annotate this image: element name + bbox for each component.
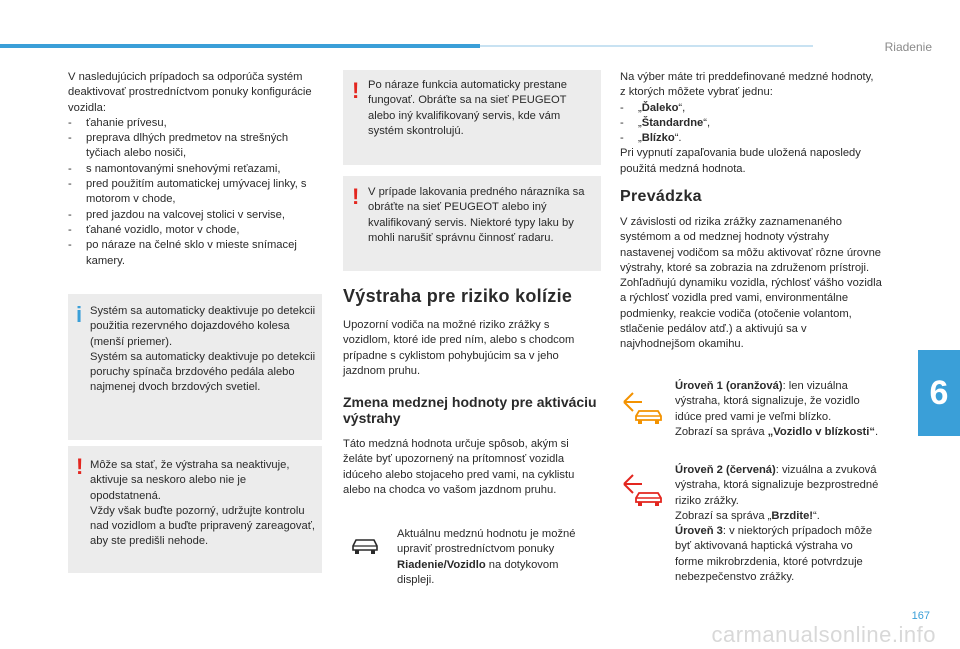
- warning-box-text: Po náraze funkcia automaticky prestane fungovať. Obráťte sa na sieť PEUGEOT alebo iný kvalifikovaný servis, kde vám systém skontrolujú.: [368, 79, 567, 137]
- warning-box-impact: [343, 70, 601, 165]
- list-item: - pred použitím automatickej umývacej linky, s motorom v chode,: [68, 177, 318, 208]
- info-box-text: Systém sa automaticky deaktivuje po detekcii použitia rezervného dojazdového kolesa (menší priemer). Systém sa automaticky deaktivuje po detekcii poruchy spínača brzdového pedála alebo najmenej dvoch brzdových svetiel.: [90, 305, 316, 394]
- list-item: - „Ďaleko“,: [620, 101, 880, 116]
- info-icon: i: [76, 302, 83, 327]
- warning-box-text: Môže sa stať, že výstraha sa neaktivuje, aktivuje sa neskoro alebo nie je opodstatnená. Vždy však buďte pozorný, udržujte kontrolu nad vozidlom a buďte pripravený zareagovať, aby ste predišli nehode.: [90, 459, 316, 548]
- col1-list: [68, 116, 318, 269]
- col3-intro: Na výber máte tri preddefinované medzné hodnoty, z ktorých môžete vybrať jednu:: [620, 71, 874, 99]
- warning-icon: !: [352, 184, 360, 209]
- col3-outro: Pri vypnutí zapaľovania bude uložená naposledy použitá medzná hodnota.: [620, 147, 861, 175]
- list-item: - po náraze na čelné sklo v mieste snímacej kamery.: [68, 238, 318, 269]
- header-accent-bar: [0, 44, 480, 48]
- info-box: [68, 294, 322, 440]
- heading-collision-warning: Výstraha pre riziko kolízie: [343, 286, 573, 306]
- list-item: - ťahané vozidlo, motor v chode,: [68, 223, 318, 238]
- operation-paragraph: V závislosti od rizika zrážky zaznamenaného systémom a od medznej hodnoty výstrahy nastavenej vodičom sa môžu aktivovať rôzne úrovne výstrahy, ktoré sa zobrazia na združenom prístroji. Zohľadňujú dynamiku vozidla, rýchlosť vášho vozidla a rýchlosť vozidla pred vami, environmentálne podmienky, reakcie vodiča (otočenie volantom, stlačenie pedálov atď.) a aktivujú sa v najvhodnejšom okamihu.: [620, 216, 882, 351]
- header-accent-line: [480, 45, 813, 47]
- warning-box: [68, 446, 322, 573]
- warning-icon: !: [76, 454, 84, 479]
- level1-description: Úroveň 1 (oranžová): len vizuálna výstraha, ktorá signalizuje, že vozidlo idúce pred vami je veľmi blízko. Zobrazí sa správa „Vozidlo v blízkosti“.: [675, 380, 879, 438]
- warning-box-text: V prípade lakovania predného nárazníka sa obráťte na sieť PEUGEOT alebo iný kvalifikovaný servis. Niektoré typy laku by mohli narušiť správnu činnosť radaru.: [368, 186, 585, 244]
- list-item: - ťahanie prívesu,: [68, 116, 318, 131]
- list-item: - pred jazdou na valcovej stolici v servise,: [68, 208, 318, 223]
- chapter-tab: 6: [918, 350, 960, 436]
- touchscreen-note: Aktuálnu medznú hodnotu je možné upraviť prostredníctvom ponuky Riadenie/Vozidlo na dotykovom displeji.: [397, 528, 576, 586]
- list-item: - s namontovanými snehovými reťazami,: [68, 162, 318, 177]
- subheading-threshold: Zmena medznej hodnoty pre aktiváciu výstrahy: [343, 394, 597, 426]
- footer-watermark: carmanualsonline.info: [711, 622, 936, 647]
- col3-intro-block: [620, 70, 880, 177]
- section-title: Riadenie: [884, 40, 932, 54]
- col1-intro: V nasledujúcich prípadoch sa odporúča systém deaktivovať prostredníctvom ponuky konfigurácie vozidla:: [68, 71, 312, 114]
- warning-box-paint: [343, 176, 601, 271]
- car-icon: [350, 535, 380, 557]
- options-list: [620, 101, 880, 147]
- collision-paragraph: Upozorní vodiča na možné riziko zrážky s vozidlom, ktoré ide pred ním, alebo s chodcom prípadne s cyklistom pohybujúcim sa v jeho jazdnom pruhu.: [343, 319, 575, 377]
- heading-operation: Prevádzka: [620, 188, 702, 205]
- orange-collision-alert-icon: [620, 392, 664, 426]
- list-item: - preprava dlhých predmetov na strešných tyčiach alebo nosiči,: [68, 131, 318, 162]
- list-item: - „Štandardne“,: [620, 116, 880, 131]
- col1-content: [68, 70, 318, 269]
- page-number: 167: [911, 610, 930, 622]
- level2-description: Úroveň 2 (červená): vizuálna a zvuková výstraha, ktorá signalizuje bezprostredné riziko zrážky. Zobrazí sa správa „Brzdite!“. Úroveň 3: v niektorých prípadoch môže byť aktivovaná haptická výstraha vo forme mikrobrzdenia, ktoré potvrdzuje nebezpečenstvo zrážky.: [675, 464, 879, 584]
- list-item: - „Blízko“.: [620, 131, 880, 146]
- red-collision-alert-icon: [620, 474, 664, 508]
- warning-icon: !: [352, 78, 360, 103]
- threshold-paragraph: Táto medzná hodnota určuje spôsob, akým si želáte byť upozornený na prítomnosť vozidla idúceho alebo stojaceho pred vami, na cyklistu alebo na chodca vo vašom jazdnom pruhu.: [343, 438, 575, 496]
